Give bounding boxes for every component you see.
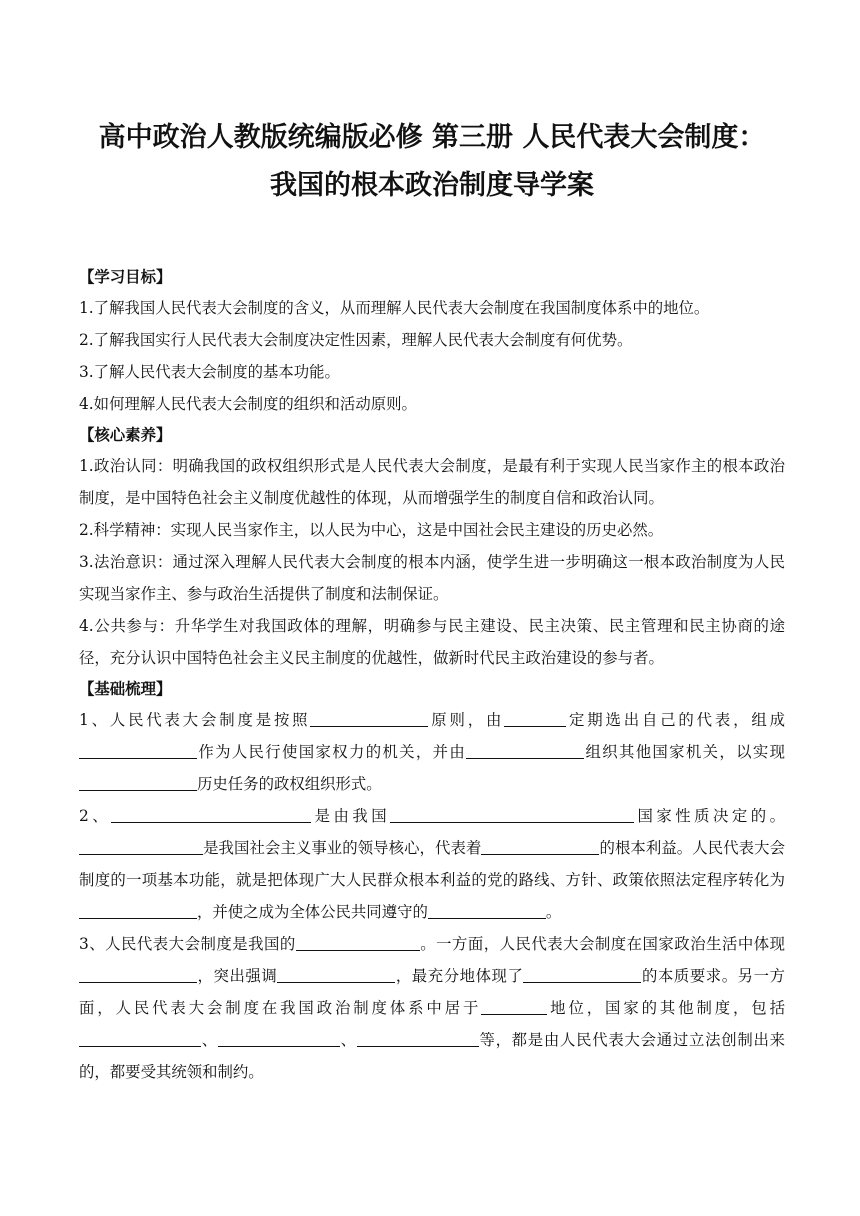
question-2 [79,800,785,928]
objective-item: 2.了解我国实行人民代表大会制度决定性因素，理解人民代表大会制度有何优势。 [79,331,633,349]
fill-blank[interactable] [481,838,599,855]
q3-text: 、 [339,1031,357,1049]
q2-text: 2、 [79,807,112,825]
fill-blank[interactable] [79,902,197,919]
q3-text: ，最充分地体现了 [395,967,524,985]
q3-text: 3、人民代表大会制度是我国的 [79,935,296,953]
section-heading-literacy: 【核心素养】 [79,426,172,444]
q2-text: 。 [545,903,562,921]
q1-text: 历史任务的政权组织形式。 [197,775,382,793]
fill-blank[interactable] [390,806,634,823]
q3-text: 、 [201,1031,218,1049]
document-title [79,114,785,210]
objective-item: 1.了解我国人民代表大会制度的含义，从而理解人民代表大会制度在我国制度体系中的地位。 [79,299,710,317]
q1-text: 原则，由 [428,711,505,729]
q3-text: 地位，国家的其他制度，包括 [547,999,785,1017]
objective-item: 3.了解人民代表大会制度的基本功能。 [79,363,340,381]
document-body [79,262,785,1088]
q3-text: 的本质要求。另一方面，人民代表大会制度在我国政治制度体系中居于 [79,967,785,1017]
literacy-item: 2.科学精神：实现人民当家作主，以人民为中心，这是中国社会民主建设的历史必然。 [79,521,664,539]
fill-blank[interactable] [79,966,197,983]
fill-blank[interactable] [277,966,395,983]
section-heading-objectives: 【学习目标】 [79,268,172,286]
literacy-item: 4.公共参与：升华学生对我国政体的理解，明确参与民主建设、民主决策、民主管理和民主协商的途径，充分认识中国特色社会主义民主制度的优越性，做新时代民主政治建设的参与者。 [79,617,785,667]
title-line-2: 我国的根本政治制度导学案 [270,170,594,201]
fill-blank[interactable] [111,806,311,823]
fill-blank[interactable] [218,1030,340,1047]
q1-text: 组织其他国家机关，以实现 [584,743,785,761]
q3-text: ，突出强调 [197,967,278,985]
fill-blank[interactable] [79,1030,201,1047]
q1-text: 作为人民行使国家权力的机关，并由 [197,743,467,761]
q1-text: 1、人民代表大会制度是按照 [79,711,311,729]
section-heading-basics: 【基础梳理】 [79,680,172,698]
fill-blank[interactable] [79,838,203,855]
fill-blank[interactable] [504,710,566,727]
fill-blank[interactable] [428,902,546,919]
q3-text: 。一方面，人民代表大会制度在国家政治生活中体现 [419,935,785,953]
fill-blank[interactable] [466,742,584,759]
q3-text: 等，都是由人民代表大会通过立法创制出来的，都要受其统领和制约。 [79,1031,785,1081]
fill-blank[interactable] [310,710,428,727]
q2-text: 是我国社会主义事业的领导核心，代表着 [203,839,482,857]
q1-text: 定期选出自己的代表，组成 [566,711,785,729]
question-3 [79,928,785,1088]
fill-blank[interactable] [481,998,547,1015]
document-page [79,114,785,1088]
question-1 [79,704,785,800]
fill-blank[interactable] [79,774,197,791]
q2-text: 国家性质决定的。 [634,807,785,825]
fill-blank[interactable] [357,1030,479,1047]
q2-text: 的根本利益。人民代表大会制度的一项基本功能，就是把体现广大人民群众根本利益的党的路线、方针、政策依照法定程序转化为 [79,839,785,889]
fill-blank[interactable] [296,934,420,951]
q2-text: 是由我国 [311,807,391,825]
objective-item: 4.如何理解人民代表大会制度的组织和活动原则。 [79,395,417,413]
literacy-item: 3.法治意识：通过深入理解人民代表大会制度的根本内涵，使学生进一步明确这一根本政治制度为人民实现当家作主、参与政治生活提供了制度和法制保证。 [79,553,785,603]
fill-blank[interactable] [79,742,197,759]
q2-text: ，并使之成为全体公民共同遵守的 [197,903,428,921]
fill-blank[interactable] [523,966,641,983]
title-line-1: 高中政治人教版统编版必修 第三册 人民代表大会制度： [98,122,766,153]
literacy-item: 1.政治认同：明确我国的政权组织形式是人民代表大会制度，是最有利于实现人民当家作主的根本政治制度，是中国特色社会主义制度优越性的体现，从而增强学生的制度自信和政治认同。 [79,457,785,507]
